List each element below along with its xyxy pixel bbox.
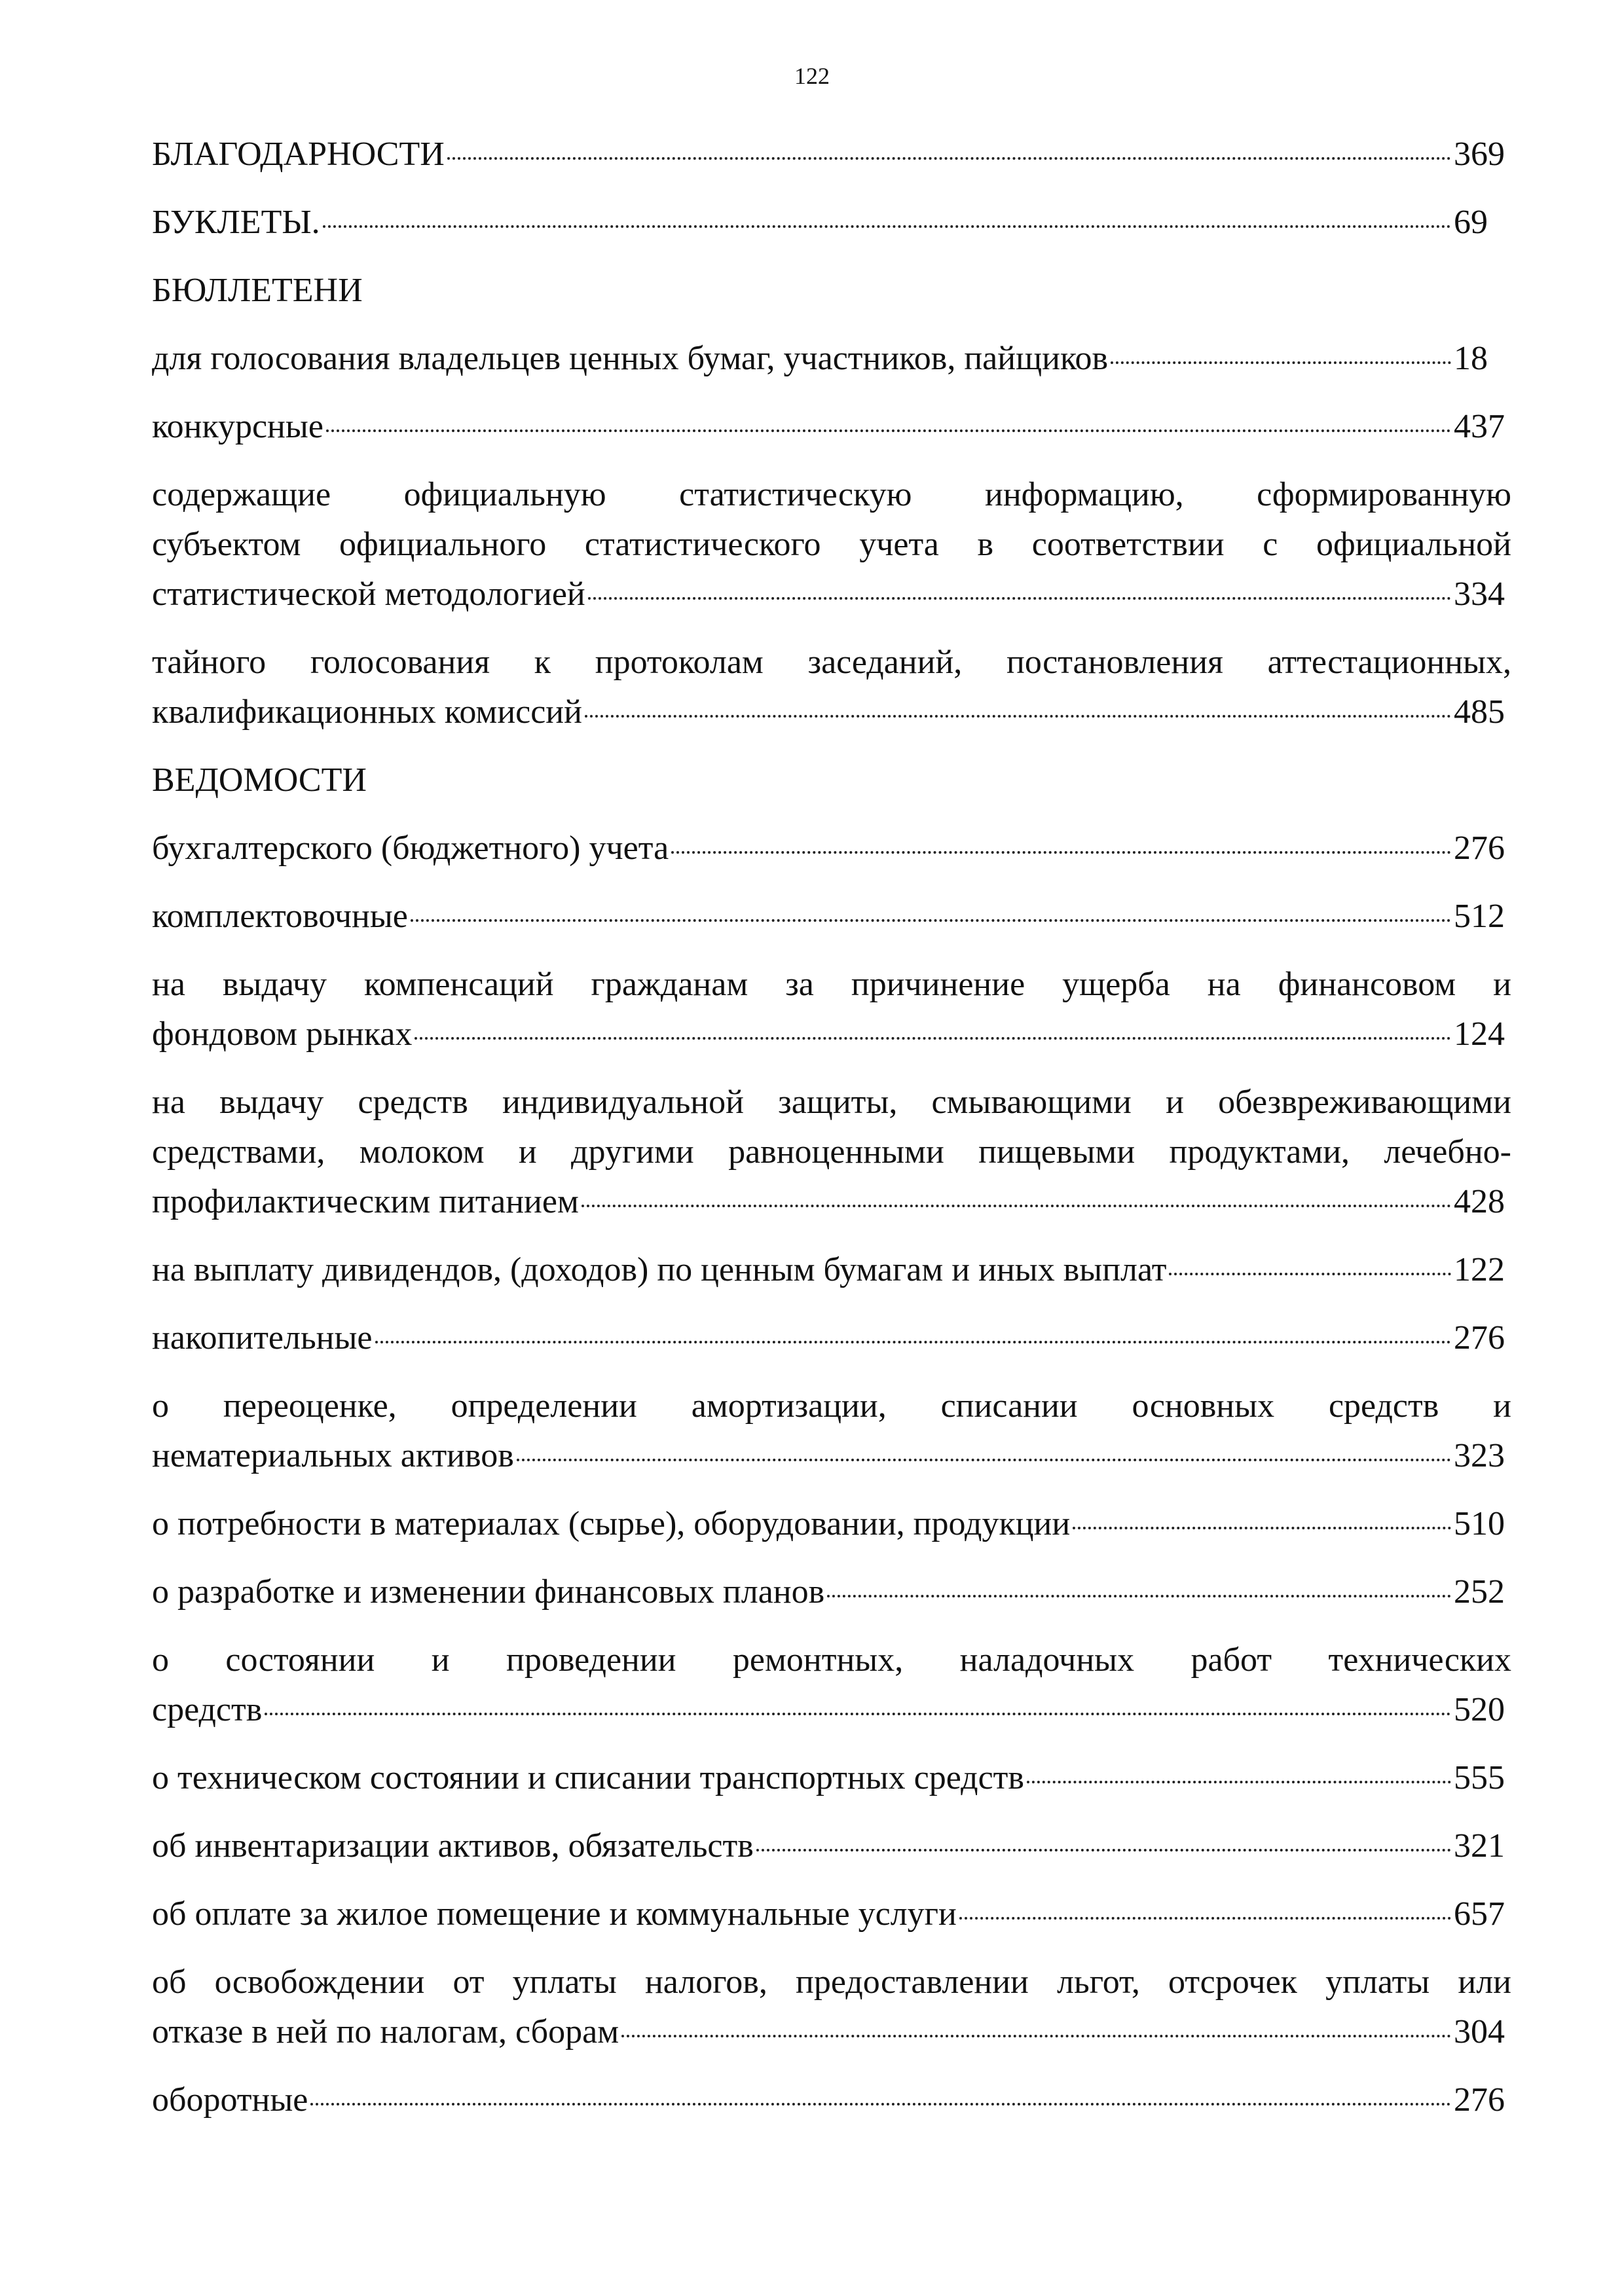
entry-page-number: 304: [1454, 2013, 1505, 2050]
entry-last-line: [152, 892, 1511, 941]
entry-title: отказе в ней по налогам, сборам: [152, 2013, 619, 2050]
entry-title: конкурсные: [152, 408, 323, 445]
dot-leader: [323, 199, 1451, 233]
entry-last-line: [152, 402, 1511, 452]
index-entry: [152, 960, 1511, 1059]
entry-last-line: [152, 1753, 1511, 1803]
dot-leader: [756, 1823, 1451, 1857]
entry-title: комплектовочные: [152, 898, 408, 935]
entry-title: накопительные: [152, 1319, 373, 1357]
entry-page-number: 18: [1454, 340, 1488, 377]
entry-last-line: [152, 1821, 1511, 1871]
dot-leader: [671, 825, 1451, 859]
entry-last-line: [152, 1313, 1511, 1363]
entry-title: нематериальных активов: [152, 1437, 514, 1474]
index-entry: [152, 130, 1511, 179]
dot-leader: [585, 689, 1451, 723]
dot-leader: [447, 131, 1451, 165]
entry-page-number: 334: [1454, 575, 1505, 613]
entry-page-number: 657: [1454, 1895, 1505, 1933]
dot-leader: [310, 2077, 1451, 2111]
index-entry: [152, 1499, 1511, 1549]
entry-last-line: [152, 1010, 1511, 1059]
entry-page-number: 512: [1454, 898, 1505, 935]
entry-page-number: 252: [1454, 1573, 1505, 1611]
entry-last-line: [152, 2007, 1511, 2057]
entry-title: средств: [152, 1691, 263, 1728]
entry-title: о техническом состоянии и списании транспортных средств: [152, 1759, 1024, 1796]
dot-leader: [588, 571, 1451, 605]
index-entry: [152, 470, 1511, 619]
entry-title: оборотные: [152, 2081, 308, 2119]
entry-line: содержащие официальную статистическую информацию, сформированную: [152, 476, 1511, 513]
entry-page-number: 485: [1454, 693, 1505, 731]
entry-page-number: 276: [1454, 829, 1505, 867]
entry-page-number: 428: [1454, 1183, 1505, 1220]
entry-last-line: [152, 198, 1511, 247]
entry-title: БУКЛЕТЫ.: [152, 204, 320, 241]
index-entry: [152, 1078, 1511, 1227]
entry-last-line: [152, 2075, 1511, 2125]
dot-leader: [1169, 1247, 1451, 1281]
index-entry: [152, 1753, 1511, 1803]
entry-title: фондовом рынках: [152, 1015, 413, 1053]
entry-last-line: [152, 1431, 1511, 1481]
entry-line: на выдачу средств индивидуальной защиты, смывающими и обезвреживающими: [152, 1084, 1511, 1121]
entry-title: статистической методологией: [152, 575, 585, 613]
entry-last-line: [152, 130, 1511, 179]
dot-leader: [621, 2009, 1451, 2043]
entry-page-number: 122: [1454, 1251, 1505, 1288]
index-heading: [152, 756, 1511, 805]
entry-title: профилактическим питанием: [152, 1183, 579, 1220]
entry-page-number: 69: [1454, 204, 1488, 241]
entry-last-line: [152, 570, 1511, 619]
entry-last-line: [152, 1499, 1511, 1549]
entry-page-number: 276: [1454, 1319, 1505, 1357]
index-heading: [152, 266, 1511, 316]
entry-last-line: [152, 1245, 1511, 1295]
dot-leader: [1073, 1501, 1451, 1535]
entry-page-number: 520: [1454, 1691, 1505, 1728]
index-entry: [152, 1635, 1511, 1735]
entry-last-line: [152, 1177, 1511, 1227]
index-entry: [152, 638, 1511, 737]
entry-line: о переоценке, определении амортизации, списании основных средств и: [152, 1387, 1511, 1425]
entry-title: бухгалтерского (бюджетного) учета: [152, 829, 669, 867]
dot-leader: [375, 1315, 1451, 1349]
entry-page-number: 321: [1454, 1827, 1505, 1865]
index-list: [152, 130, 1511, 2143]
entry-last-line: [152, 1889, 1511, 1939]
index-entry: [152, 334, 1511, 384]
dot-leader: [581, 1178, 1451, 1212]
entry-title: для голосования владельцев ценных бумаг, участников, пайщиков: [152, 340, 1109, 377]
index-entry: [152, 1889, 1511, 1939]
dot-leader: [415, 1011, 1451, 1045]
index-entry: [152, 892, 1511, 941]
index-entry: [152, 824, 1511, 873]
entry-line: на выдачу компенсаций гражданам за причинение ущерба на финансовом и: [152, 966, 1511, 1003]
entry-page-number: 510: [1454, 1505, 1505, 1542]
heading-text: БЮЛЛЕТЕНИ: [152, 272, 363, 309]
dot-leader: [827, 1569, 1451, 1603]
dot-leader: [265, 1686, 1451, 1721]
entry-line: субъектом официального статистического учета в соответствии с официальной: [152, 526, 1511, 563]
entry-last-line: [152, 1567, 1511, 1617]
index-entry: [152, 1821, 1511, 1871]
entry-page-number: 276: [1454, 2081, 1505, 2119]
entry-last-line: [152, 334, 1511, 384]
entry-last-line: [152, 824, 1511, 873]
index-entry: [152, 1381, 1511, 1481]
index-entry: [152, 1245, 1511, 1295]
dot-leader: [411, 893, 1451, 927]
entry-title: о разработке и изменении финансовых планов: [152, 1573, 825, 1611]
entry-page-number: 437: [1454, 408, 1505, 445]
entry-last-line: [152, 1685, 1511, 1735]
entry-line: об освобождении от уплаты налогов, предоставлении льгот, отсрочек уплаты или: [152, 1963, 1511, 2001]
entry-title: на выплату дивидендов, (доходов) по ценным бумагам и иных выплат: [152, 1251, 1167, 1288]
entry-last-line: [152, 687, 1511, 737]
entry-title: об инвентаризации активов, обязательств: [152, 1827, 754, 1865]
dot-leader: [517, 1432, 1451, 1467]
index-entry: [152, 2075, 1511, 2125]
entry-page-number: 555: [1454, 1759, 1505, 1796]
entry-line: тайного голосования к протоколам заседаний, постановления аттестационных,: [152, 644, 1511, 681]
entry-title: квалификационных комиссий: [152, 693, 582, 731]
entry-line: о состоянии и проведении ремонтных, наладочных работ технических: [152, 1641, 1511, 1679]
entry-title: о потребности в материалах (сырье), оборудовании, продукции: [152, 1505, 1071, 1542]
entry-page-number: 369: [1454, 136, 1505, 173]
dot-leader: [959, 1891, 1451, 1925]
entry-line: средствами, молоком и другими равноценными пищевыми продуктами, лечебно-: [152, 1133, 1511, 1171]
index-entry: [152, 402, 1511, 452]
dot-leader: [1027, 1755, 1451, 1789]
entry-page-number: 323: [1454, 1437, 1505, 1474]
page-number: 122: [794, 63, 830, 89]
index-entry: [152, 198, 1511, 247]
entry-page-number: 124: [1454, 1015, 1505, 1053]
index-entry: [152, 1958, 1511, 2057]
entry-title: БЛАГОДАРНОСТИ: [152, 136, 445, 173]
dot-leader: [1111, 335, 1451, 369]
entry-title: об оплате за жилое помещение и коммунальные услуги: [152, 1895, 957, 1933]
heading-text: ВЕДОМОСТИ: [152, 761, 367, 799]
dot-leader: [326, 403, 1451, 437]
index-entry: [152, 1313, 1511, 1363]
index-entry: [152, 1567, 1511, 1617]
